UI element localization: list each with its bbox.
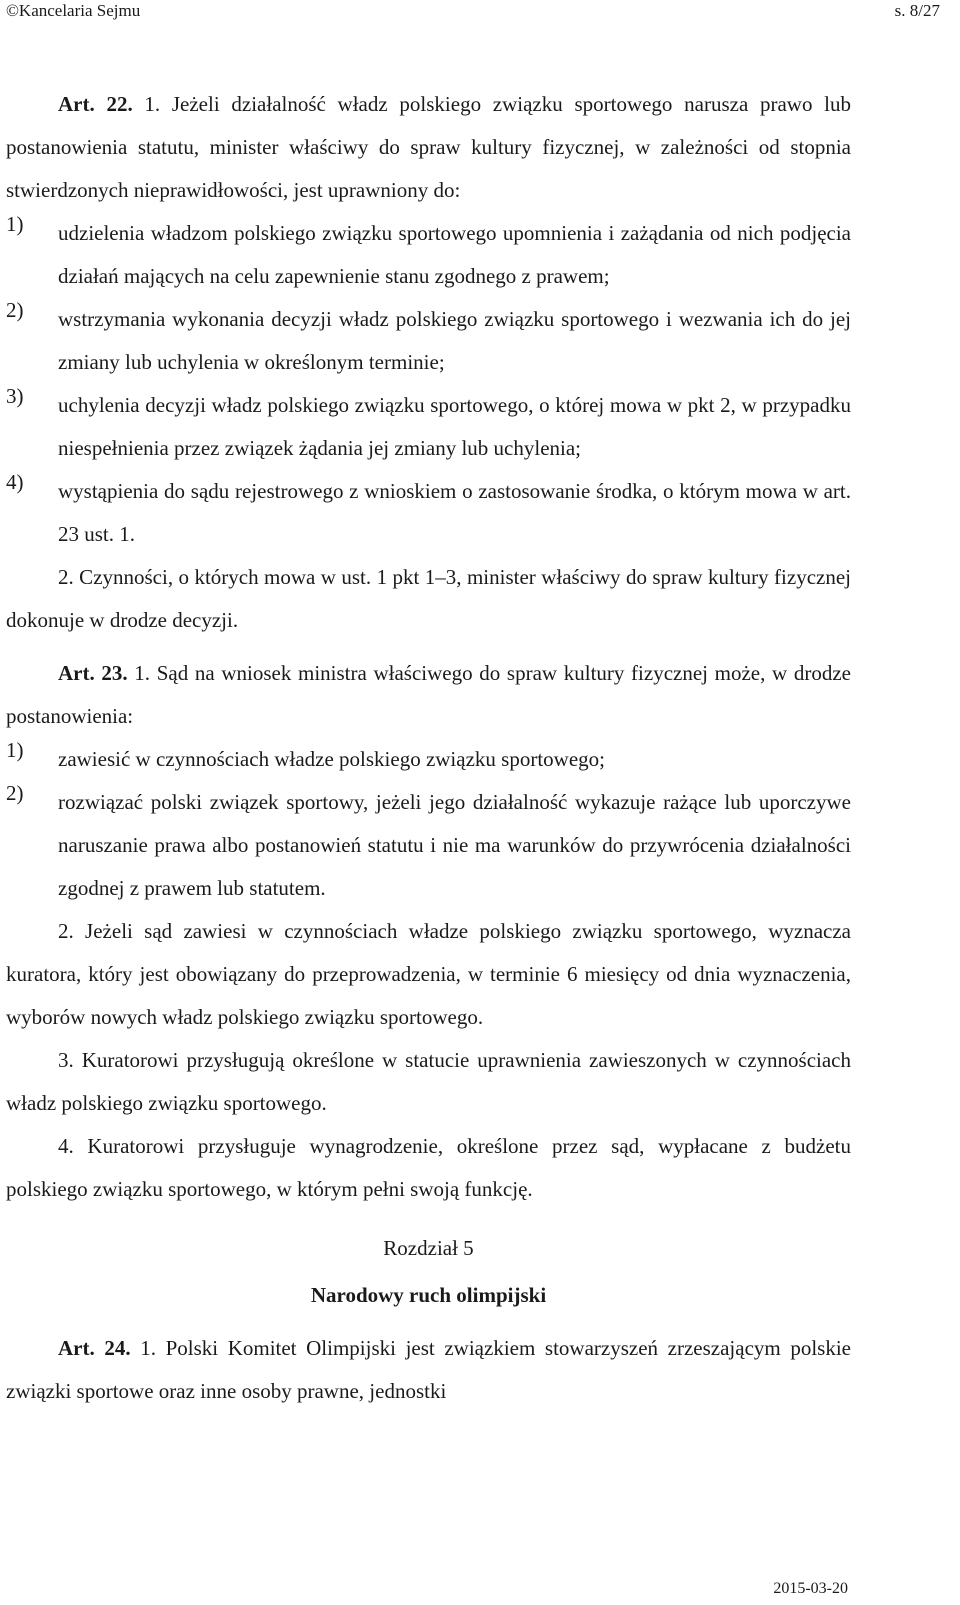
art23-paragraph-3: 3. Kuratorowi przysługują określone w statucie uprawnienia zawieszonych w czynnościach władz polskiego związku sportowego. xyxy=(6,1048,851,1115)
art22-paragraph-2: 2. Czynności, o których mowa w ust. 1 pkt 1–3, minister właściwy do spraw kultury fizycznej dokonuje w drodze decyzji. xyxy=(6,565,851,632)
art24-intro: 1. Polski Komitet Olimpijski jest związkiem stowarzyszeń zrzeszającym polskie związki sportowe oraz inne osoby prawne, jednostki xyxy=(6,1336,851,1403)
art22-intro: 1. Jeżeli działalność władz polskiego związku sportowego narusza prawo lub postanowienia statutu, minister właściwy do spraw kultury fizycznej, w zależności od stopnia stwierdzonych nieprawidłowości, jest uprawniony do: xyxy=(6,92,851,202)
art24-paragraph-1 xyxy=(6,1327,851,1413)
art22-paragraph-1 xyxy=(6,83,851,212)
art23-paragraph-1 xyxy=(6,652,851,738)
list-item-text: wstrzymania wykonania decyzji władz polskiego związku sportowego i wezwania ich do jej zmiany lub uchylenia w określonym terminie; xyxy=(58,307,851,374)
list-item-text: udzielenia władzom polskiego związku sportowego upomnienia i zażądania od nich podjęcia działań mających na celu zapewnienie stanu zgodnego z prawem; xyxy=(58,221,851,288)
list-item-number: 2) xyxy=(6,781,24,805)
list-item-number: 1) xyxy=(6,738,24,762)
art23-paragraph-4: 4. Kuratorowi przysługuje wynagrodzenie, określone przez sąd, wypłacane z budżetu polskiego związku sportowego, w którym pełni swoją funkcję. xyxy=(6,1134,851,1201)
art23-paragraph-2: 2. Jeżeli sąd zawiesi w czynnościach władze polskiego związku sportowego, wyznacza kuratora, który jest obowiązany do przeprowadzenia, w terminie 6 miesięcy od dnia wyznaczenia, wyborów nowych władz polskiego związku sportowego. xyxy=(6,919,851,1029)
list-item-number: 2) xyxy=(6,298,24,322)
header-source: ©Kancelaria Sejmu xyxy=(6,1,141,20)
header-page-number: s. 8/27 xyxy=(894,1,940,20)
list-item-number: 1) xyxy=(6,212,24,236)
list-item-number: 3) xyxy=(6,384,24,408)
list-item-text: uchylenia decyzji władz polskiego związku sportowego, o której mowa w pkt 2, w przypadku niespełnienia przez związek żądania jej zmiany lub uchylenia; xyxy=(58,393,851,460)
list-item-text: wystąpienia do sądu rejestrowego z wnioskiem o zastosowanie środka, o którym mowa w art. 23 ust. 1. xyxy=(58,479,851,546)
chapter-title: Narodowy ruch olimpijski xyxy=(310,1283,547,1307)
list-item-number: 4) xyxy=(6,470,24,494)
art22-label: Art. 22. xyxy=(58,92,133,116)
list-item xyxy=(6,384,851,470)
footer-date: 2015-03-20 xyxy=(773,1580,848,1597)
document-body xyxy=(6,83,851,1413)
art23-intro: 1. Sąd na wniosek ministra właściwego do spraw kultury fizycznej może, w drodze postanowienia: xyxy=(6,661,851,728)
list-item-text: rozwiązać polski związek sportowy, jeżeli jego działalność wykazuje rażące lub uporczywe naruszanie prawa albo postanowień statutu i nie ma warunków do przywrócenia działalności zgodnej z prawem lub statutem. xyxy=(58,790,851,900)
list-item xyxy=(6,781,851,910)
list-item xyxy=(6,470,851,556)
list-item xyxy=(6,738,851,781)
chapter-number: Rozdział 5 xyxy=(383,1236,474,1260)
art24-label: Art. 24. xyxy=(58,1336,131,1360)
list-item-text: zawiesić w czynnościach władze polskiego związku sportowego; xyxy=(58,747,605,771)
art23-label: Art. 23. xyxy=(58,661,128,685)
list-item xyxy=(6,212,851,298)
list-item xyxy=(6,298,851,384)
